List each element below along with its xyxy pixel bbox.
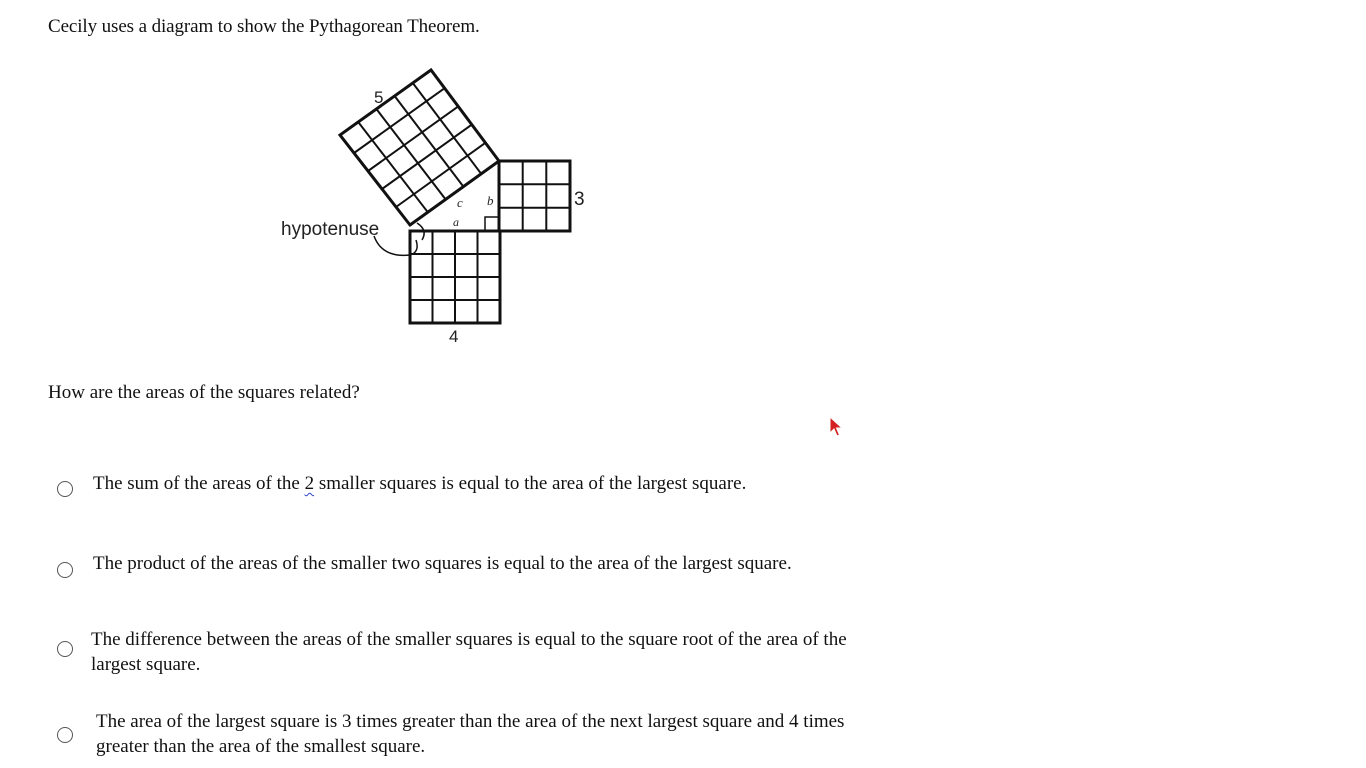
choice-text-1-start: The sum of the areas of the [93,473,305,494]
choice-text-2: The product of the areas of the smaller two squares is equal to the area of the largest square. [93,553,792,574]
label-a: a [453,215,459,229]
radio-button-icon[interactable] [57,727,73,743]
spellcheck-flagged-word: 2 [304,473,315,494]
question-text: How are the areas of the squares related? [48,382,360,403]
mouse-pointer-icon-svg [829,416,845,438]
choice-text-4: The area of the largest square is 3 times greater than the area of the next largest square and 4 times greater than the area of the smallest square. [96,711,845,757]
label-b: b [487,193,494,208]
mouse-pointer-icon [829,416,845,443]
radio-button-icon[interactable] [57,562,73,578]
choice-option-4[interactable] [56,708,856,763]
pythagorean-diagram-svg [270,62,590,352]
choice-option-1[interactable] [56,470,856,504]
right-angle-marker [485,217,499,231]
hypotenuse-square [340,70,499,225]
label-3: 3 [574,189,585,210]
choice-option-3[interactable] [56,626,856,681]
label-c: c [457,195,463,210]
choice-option-2[interactable] [56,550,856,605]
radio-button-icon[interactable] [57,481,73,497]
choice-text-1 [93,471,853,496]
pythagorean-diagram [270,62,590,357]
leg-square-3 [499,161,570,231]
label-4: 4 [449,327,459,346]
radio-button-icon[interactable] [57,641,73,657]
choice-text-3: The difference between the areas of the smaller squares is equal to the square root of the area of the largest square. [91,629,847,675]
prompt-text: Cecily uses a diagram to show the Pythagorean Theorem. [48,16,480,37]
choice-text-1-end: smaller squares is equal to the area of the largest square. [314,473,747,494]
leg-square-4 [410,231,500,323]
label-5: 5 [374,88,384,107]
label-hypotenuse: hypotenuse [281,219,380,240]
